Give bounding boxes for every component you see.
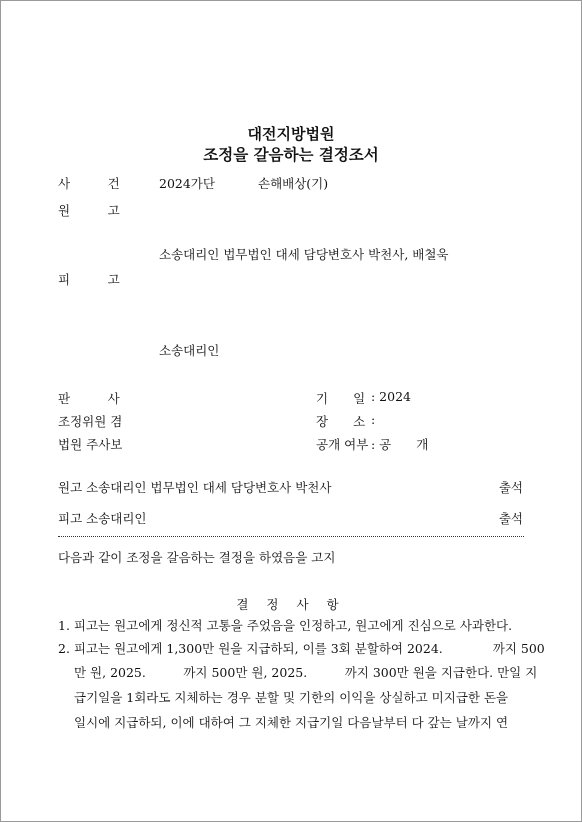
session-place-label: 장 소 — [316, 414, 366, 429]
attendance-party: 원고 소송대리인 법무법인 대세 담당변호사 박천사 — [58, 480, 332, 495]
decision-item-2-line: 급기일을 1회라도 지체하는 경우 분할 및 기한의 이익을 상실하고 미지급한 돈을 — [74, 690, 509, 705]
attendance-status: 출석 — [498, 511, 523, 526]
mediator-label: 조정위원 겸 — [58, 414, 123, 429]
notice-text: 다음과 같이 조정을 갈음하는 결정을 하였음을 고지 — [58, 550, 336, 565]
case-number: 2024가단 — [159, 176, 215, 191]
decision-heading: 결 정 사 항 — [236, 597, 346, 612]
document-title: 조정을 갈음하는 결정조서 — [203, 146, 379, 164]
defendant-counsel: 소송대리인 — [159, 343, 220, 358]
session-date-value: : 2024 — [371, 389, 411, 404]
dotted-divider — [58, 536, 524, 537]
case-label: 사 건 — [58, 176, 120, 191]
defendant-label: 피 고 — [58, 272, 120, 287]
attendance-party: 피고 소송대리인 — [58, 511, 147, 526]
session-public-value: : 공 개 — [371, 437, 429, 452]
plaintiff-counsel: 소송대리인 법무법인 대세 담당변호사 박천사, 배철욱 — [159, 247, 449, 262]
plaintiff-label: 원 고 — [58, 203, 120, 218]
decision-item-2-line: 만 원, 2025. 까지 500만 원, 2025. 까지 300만 원을 지급한다. 만일 지 — [74, 665, 538, 680]
judge-label: 판 사 — [58, 391, 120, 406]
decision-item-2-line: 2. 피고는 원고에게 1,300만 원을 지급하되, 이를 3회 분할하여 2024. 까지 500 — [58, 641, 545, 656]
session-date-label: 기 일 — [316, 391, 366, 406]
clerk-label: 법원 주사보 — [58, 437, 123, 452]
court-name: 대전지방법원 — [247, 125, 335, 143]
session-public-label: 공개 여부 — [316, 437, 369, 452]
attendance-status: 출석 — [498, 480, 523, 495]
case-name: 손해배상(기) — [258, 176, 329, 191]
decision-item-1: 1. 피고는 원고에게 정신적 고통을 주었음을 인정하고, 원고에게 진심으로 사과한다. — [58, 618, 513, 633]
session-place-value: : — [371, 412, 376, 427]
decision-item-2-line: 일시에 지급하되, 이에 대하여 그 지체한 지급기일 다음날부터 다 갚는 날까지 연 — [74, 715, 509, 730]
